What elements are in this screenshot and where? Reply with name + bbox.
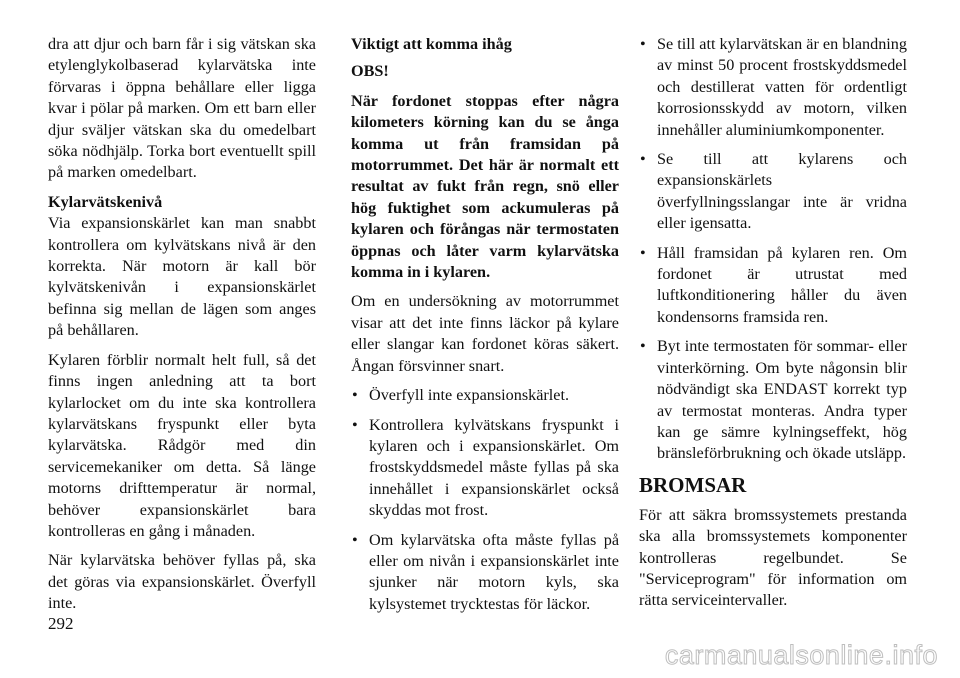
col2-paragraph-1: Om en undersökning av motorrummet visar att det inte finns läckor på kylare eller slangar kan fordonet köras säkert. Ångan försvinner snart. <box>351 292 619 375</box>
col1-paragraph-2: Via expansionskärlet kan man snabbt kontrollera om kylvätskans nivå är den korrekta. När motorn är kall bör kylvätskenivån i expansionskärlet befinna sig mellan de lägen som anges på behållaren. <box>48 214 316 340</box>
col1-paragraph-3: Kylaren förblir normalt helt full, så det finns ingen anledning att ta bort kylarlocket om du inte ska kontrollera kylarvätskans fryspunkt eller byta kylarvätska. Rådgör med din servicemekaniker om detta. Så länge motorns drifttemperatur är normal, behöver expansionskärlet bara kontrolleras en gång i månaden. <box>48 350 316 540</box>
list-item: • Byt inte termostaten för sommar- eller vinterkörning. Om byte någonsin blir nödvändigt ska ENDAST korrekt typ av termostat monteras. Andra typer kan ge sämre kylningseffekt, hög bränsleförbrukning och ökade utsläpp. <box>639 336 907 464</box>
col1-paragraph-1: dra att djur och barn får i sig vätskan ska etylenglykolbaserad kylarvätska inte förvaras i öppna behållare eller ligga kvar i pölar på marken. Om ett barn eller djur sväljer vätskan ska du omedelbart söka nödhjälp. Torka bort eventuellt spill på marken omedelbart. <box>48 35 316 182</box>
list-item: • Se till att kylarvätskan är en blandning av minst 50 procent frostskyddsmedel och destillerat vatten för ordentligt korrosionsskydd av motorn, vilken innehåller aluminiumkomponenter. <box>639 34 907 141</box>
list-item: • Överfyll inte expansionskärlet. <box>351 385 619 406</box>
watermark: carmanualsonline.info <box>664 640 938 670</box>
left-column <box>48 34 316 623</box>
list-item: • Kontrollera kylvätskans fryspunkt i kylaren och i expansionskärlet. Om frostskyddsmedel måste fyllas på ska innehållet i expansionskärlet också skyddas mot frost. <box>351 415 619 522</box>
list-item: • Se till att kylarens och expansionskärlets överfyllningsslangar inte är vridna eller igensatta. <box>639 149 907 235</box>
important-subheading: Viktigt att komma ihåg <box>351 35 512 53</box>
col3-paragraph-1: För att säkra bromssystemets prestanda ska alla bromssystemets komponenter kontrolleras regelbundet. Se "Serviceprogram" för information om rätta serviceintervaller. <box>639 505 907 610</box>
col1-paragraph-4: När kylarvätska behöver fyllas på, ska det göras via expansionskärlet. Överfyll inte. <box>48 551 316 613</box>
list-item: • Håll framsidan på kylaren ren. Om fordonet är utrustat med luftkonditionering håller du även kondensorns framsida ren. <box>639 243 907 329</box>
right-column <box>639 34 907 620</box>
col3-bullet-list <box>639 34 907 465</box>
coolant-level-subheading: Kylarvätskenivå <box>48 192 163 211</box>
col2-bullet-list <box>351 385 619 615</box>
brakes-heading: BROMSAR <box>639 472 747 497</box>
note-text: När fordonet stoppas efter några kilometers körning kan du se ånga komma ut från framsidan på motorrummet. Det här är normalt ett resultat av fukt från regn, snö eller hög fuktighet som ackumuleras på kylaren och förångas när termostaten öppnas och låter varm kylarvätska komma in i kylaren. <box>351 91 619 282</box>
middle-column <box>351 34 619 623</box>
note-label: OBS! <box>351 62 389 81</box>
page-number: 292 <box>48 614 74 633</box>
list-item: • Om kylarvätska ofta måste fyllas på eller om nivån i expansionskärlet inte sjunker när motorn kyls, ska kylsystemet trycktestas för läckor. <box>351 530 619 616</box>
